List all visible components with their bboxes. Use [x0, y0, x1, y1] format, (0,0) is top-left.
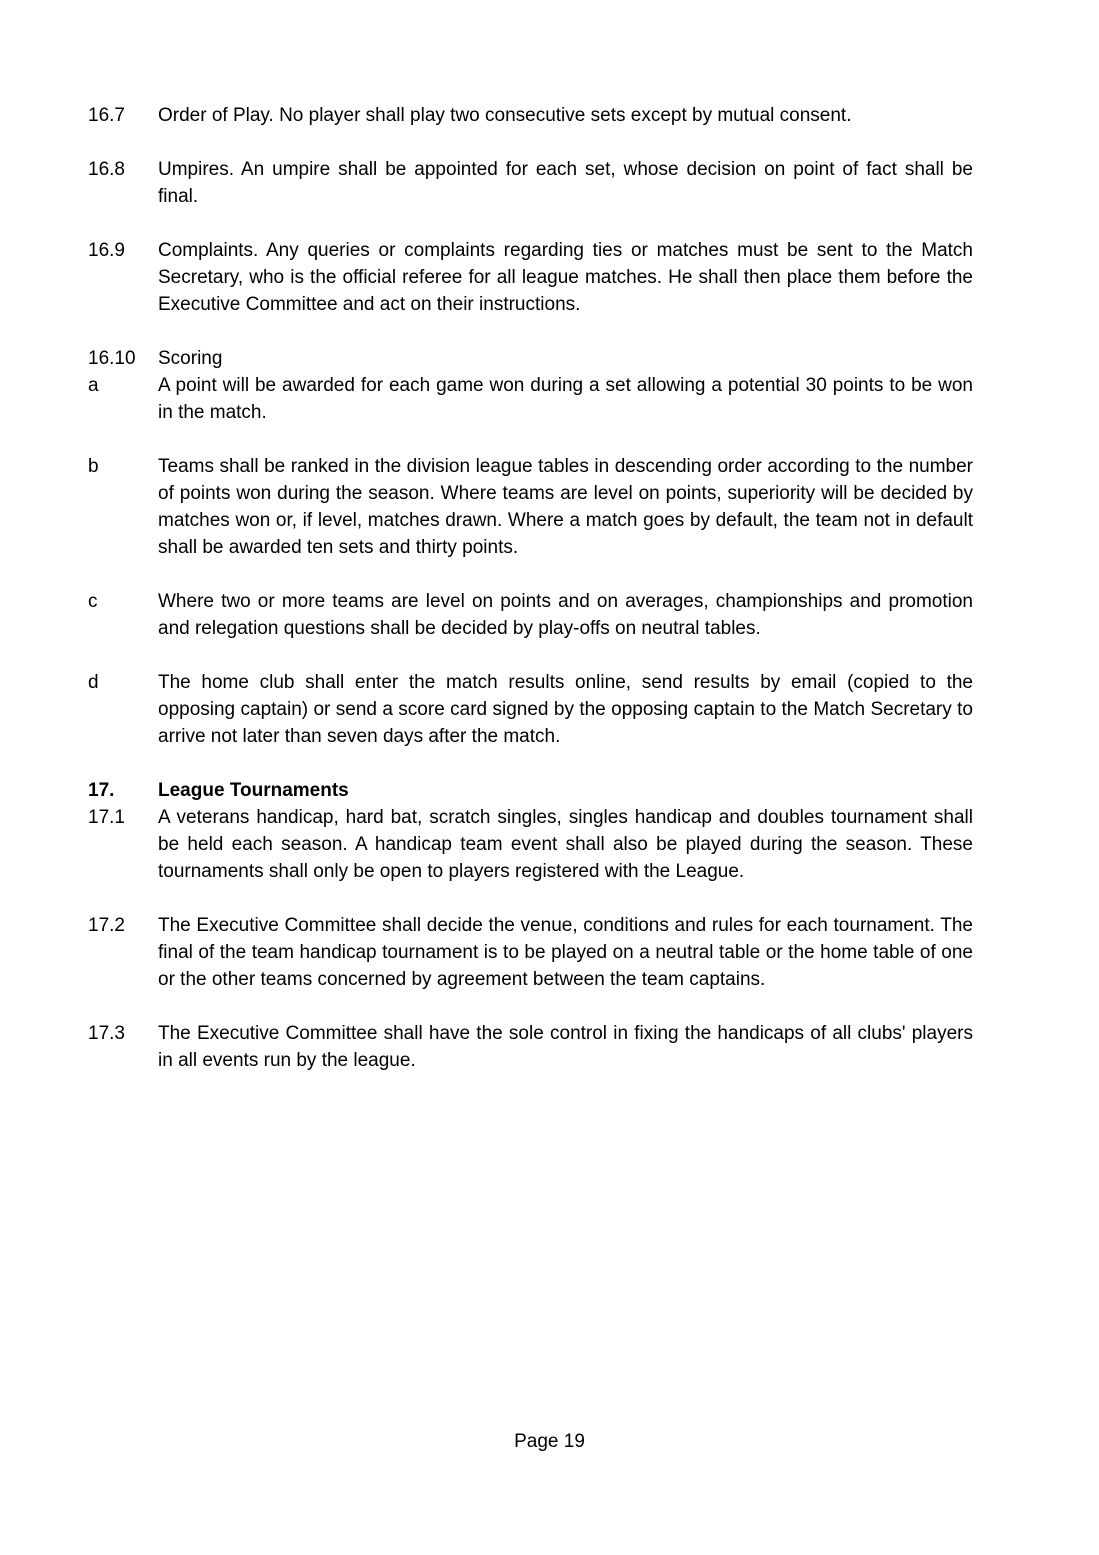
clause-number: a — [88, 375, 99, 396]
clause-row — [88, 453, 973, 561]
clause-number: 16.10 — [88, 348, 136, 369]
clause-number: 16.8 — [88, 159, 125, 180]
clause-row — [88, 588, 973, 642]
clause-number: 16.9 — [88, 240, 125, 261]
clause-number: c — [88, 591, 98, 612]
clause-number: b — [88, 456, 99, 477]
clause-row — [88, 156, 973, 210]
clause-text: Where two or more teams are level on points and on averages, championships and promotion and relegation questions shall be decided by play-offs on neutral tables. — [158, 591, 973, 639]
clause-row — [88, 777, 973, 804]
clause-row — [88, 345, 973, 372]
document-body — [88, 102, 973, 1074]
clause-number: 16.7 — [88, 105, 125, 126]
clause-text: The home club shall enter the match results online, send results by email (copied to the opposing captain) or send a score card signed by the opposing captain to the Match Secretary to arrive not later than seven days after the match. — [158, 672, 973, 747]
clause-text: A point will be awarded for each game won during a set allowing a potential 30 points to be won in the match. — [158, 375, 973, 423]
clause-number: 17.3 — [88, 1023, 125, 1044]
clause-number: 17.2 — [88, 915, 125, 936]
clause-text: The Executive Committee shall have the sole control in fixing the handicaps of all clubs' players in all events run by the league. — [158, 1023, 973, 1071]
clause-number: d — [88, 672, 99, 693]
clause-text: The Executive Committee shall decide the venue, conditions and rules for each tournament. The final of the team handicap tournament is to be played on a neutral table or the home table of one or the other teams concerned by agreement between the team captains. — [158, 915, 973, 990]
page-footer: Page 19 — [514, 1431, 585, 1452]
clause-row — [88, 804, 973, 885]
clause-row — [88, 372, 973, 426]
clause-text: Teams shall be ranked in the division league tables in descending order according to the number of points won during the season. Where teams are level on points, superiority will be decided by matches won or, if level, matches drawn. Where a match goes by default, the team not in default shall be awarded ten sets and thirty points. — [158, 456, 973, 558]
clause-text: Umpires. An umpire shall be appointed for each set, whose decision on point of fact shall be final. — [158, 159, 973, 207]
clause-number: 17.1 — [88, 807, 125, 828]
clause-text: Complaints. Any queries or complaints regarding ties or matches must be sent to the Match Secretary, who is the official referee for all league matches. He shall then place them before the Executive Committee and act on their instructions. — [158, 240, 973, 315]
clause-row — [88, 669, 973, 750]
clause-row — [88, 102, 973, 129]
clause-row — [88, 912, 973, 993]
clause-text: Scoring — [158, 348, 223, 369]
clause-row — [88, 237, 973, 318]
clause-text: League Tournaments — [158, 780, 349, 801]
clause-number: 17. — [88, 780, 115, 801]
clause-text: A veterans handicap, hard bat, scratch singles, singles handicap and doubles tournament shall be held each season. A handicap team event shall also be played during the season. These tournaments shall only be open to players registered with the League. — [158, 807, 973, 882]
clause-row — [88, 1020, 973, 1074]
clause-text: Order of Play. No player shall play two consecutive sets except by mutual consent. — [158, 105, 852, 126]
